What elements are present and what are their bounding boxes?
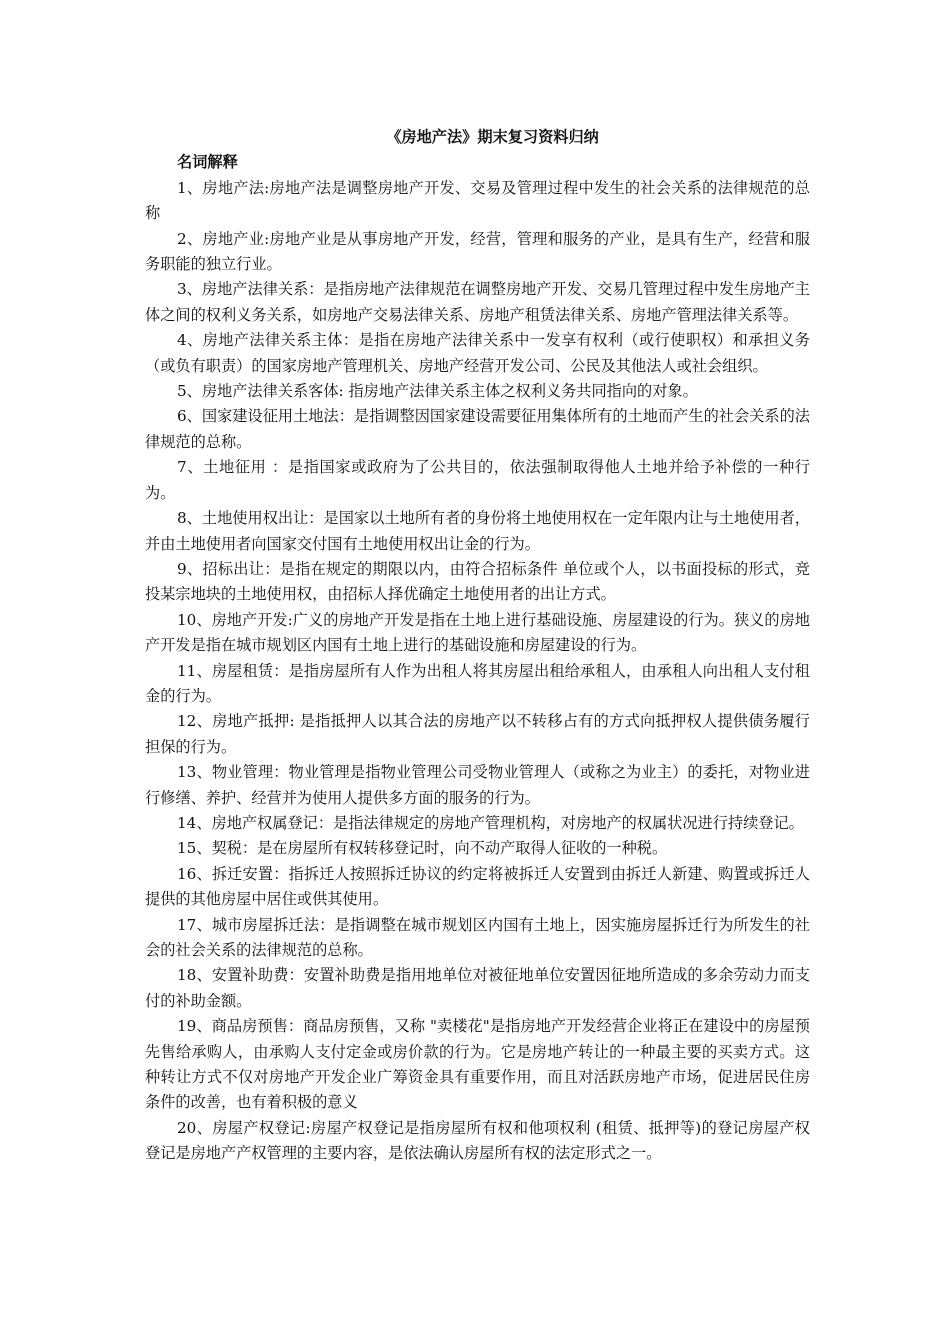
term-entry-3: 3、房地产法律关系：是指房地产法律规范在调整房地产开发、交易几管理过程中发生房地产主体之间的权利义务关系，如房地产交易法律关系、房地产租赁法律关系、房地产管理法律关系等。 bbox=[145, 280, 810, 324]
term-entry-5: 5、房地产法律关系客体: 指房地产法律关系主体之权利义务共同指向的对象。 bbox=[177, 382, 698, 401]
term-entry-17: 17、城市房屋拆迁法：是指调整在城市规划区内国有土地上，因实施房屋拆迁行为所发生的社会的社会关系的法律规范的总称。 bbox=[145, 915, 810, 959]
term-entry-16: 16、拆迁安置：指拆迁人按照拆迁协议的约定将被拆迁人安置到由拆迁人新建、购置或拆迁人提供的其他房屋中居住或供其使用。 bbox=[145, 864, 810, 909]
term-entry-20: 20、房屋产权登记:房屋产权登记是指房屋所有权和他项权利 (租赁、抵押等)的登记房屋产权登记是房地产产权管理的主要内容，是依法确认房屋所有权的法定形式之一。 bbox=[145, 1118, 810, 1163]
term-entry-19: 19、商品房预售：商品房预售，又称 "卖楼花"是指房地产开发经营企业将正在建设中的房屋预先售给承购人，由承购人支付定金或房价款的行为。它是房地产转让的一种最主要的买卖方式。这种转让方式不仅对房地产开发企业广筹资金具有重要作用，而且对活跃房地产市场，促进居民住房条件的改善，也有着积极的意义 bbox=[145, 1017, 810, 1112]
term-entry-4: 4、房地产法律关系主体：是指在房地产法律关系中一发享有权利（或行使职权）和承担义务（或负有职责）的国家房地产管理机关、房地产经营开发公司、公民及其他法人或社会组织。 bbox=[145, 331, 810, 375]
term-entry-1: 1、房地产法:房地产法是调整房地产开发、交易及管理过程中发生的社会关系的法律规范的总称 bbox=[145, 178, 810, 223]
term-entry-12: 12、房地产抵押: 是指抵押人以其合法的房地产以不转移占有的方式向抵押权人提供债务履行担保的行为。 bbox=[145, 712, 810, 756]
term-entry-6: 6、国家建设征用土地法：是指调整因国家建设需要征用集体所有的土地而产生的社会关系的法律规范的总称。 bbox=[145, 407, 810, 451]
document-title: 《房地产法》期末复习资料归纳 bbox=[386, 128, 599, 146]
term-entry-9: 9、招标出让：是指在规定的期限以内，由符合招标条件 单位或个人，以书面投标的形式，竞投某宗地块的土地使用权，由招标人择优确定土地使用者的出让方式。 bbox=[145, 559, 810, 604]
term-entry-15: 15、契税：是在房屋所有权转移登记时，向不动产取得人征收的一种税。 bbox=[177, 839, 668, 858]
section-heading: 名词解释 bbox=[177, 153, 238, 172]
document-body bbox=[145, 125, 810, 1167]
term-entry-7: 7、土地征用 ：是指国家或政府为了公共目的，依法强制取得他人土地并给予补偿的一种行为。 bbox=[145, 458, 810, 502]
term-entry-13: 13、物业管理：物业管理是指物业管理公司受物业管理人（或称之为业主）的委托，对物业进行修缮、养护、经营并为使用人提供多方面的服务的行为。 bbox=[145, 763, 810, 807]
term-entry-18: 18、安置补助费：安置补助费是指用地单位对被征地单位安置因征地所造成的多余劳动力而支付的补助金额。 bbox=[145, 966, 810, 1010]
term-entry-14: 14、房地产权属登记：是指法律规定的房地产管理机构，对房地产的权属状况进行持续登记。 bbox=[177, 813, 804, 832]
term-entry-2: 2、房地产业:房地产业是从事房地产开发，经营，管理和服务的产业，是具有生产，经营和服务职能的独立行业。 bbox=[145, 229, 810, 274]
term-entry-8: 8、土地使用权出让：是国家以土地所有者的身份将土地使用权在一定年限内让与土地使用者，并由土地使用者向国家交付国有土地使用权出让金的行为。 bbox=[145, 509, 810, 553]
term-entry-10: 10、房地产开发:广义的房地产开发是指在土地上进行基础设施、房屋建设的行为。狭义的房地产开发是指在城市规划区内国有土地上进行的基础设施和房屋建设的行为。 bbox=[145, 610, 810, 655]
term-entry-11: 11、房屋租赁：是指房屋所有人作为出租人将其房屋出租给承租人，由承租人向出租人支付租金的行为。 bbox=[145, 661, 810, 705]
